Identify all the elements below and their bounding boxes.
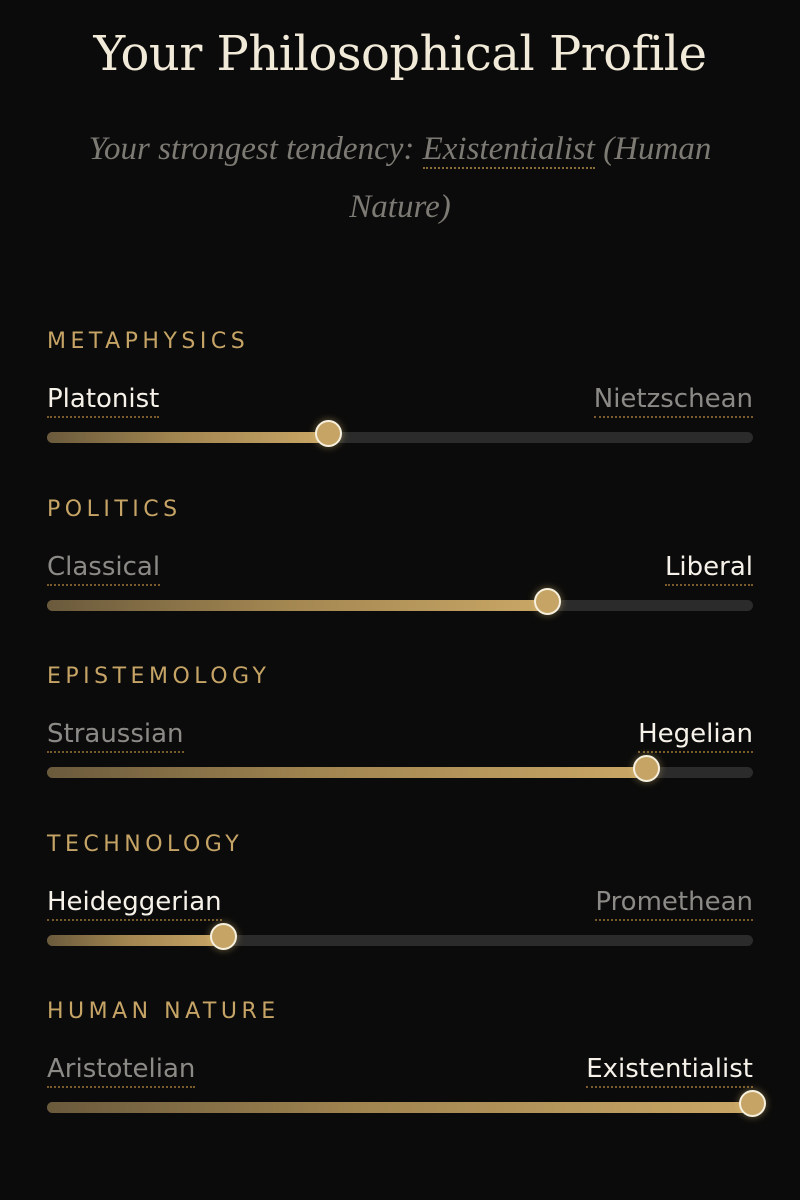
dimension-title: HUMAN NATURE bbox=[47, 999, 280, 1024]
dimension-politics bbox=[47, 498, 753, 658]
tendency-highlight: Existentialist bbox=[422, 131, 595, 167]
dimension-title: TECHNOLOGY bbox=[47, 832, 244, 857]
slider-track[interactable] bbox=[47, 935, 753, 946]
slider-track[interactable] bbox=[47, 432, 753, 443]
dimension-title: METAPHYSICS bbox=[47, 329, 250, 354]
right-pole-label: Nietzschean bbox=[594, 382, 753, 418]
slider-track[interactable] bbox=[47, 600, 753, 611]
slider-thumb[interactable] bbox=[633, 755, 660, 782]
right-pole-label: Promethean bbox=[595, 885, 753, 921]
dimension-title: EPISTEMOLOGY bbox=[47, 664, 271, 689]
slider-thumb[interactable] bbox=[210, 923, 237, 950]
dimension-title: POLITICS bbox=[47, 497, 182, 522]
tendency-prefix: Your strongest tendency: bbox=[88, 131, 423, 167]
left-pole-label: Classical bbox=[47, 550, 160, 586]
slider-fill bbox=[47, 1102, 753, 1113]
right-pole-label: Hegelian bbox=[638, 717, 753, 753]
tendency-suffix: (Human Nature) bbox=[349, 131, 712, 225]
left-pole-label: Platonist bbox=[47, 382, 159, 418]
left-pole-label: Heideggerian bbox=[47, 885, 222, 921]
slider-track[interactable] bbox=[47, 1102, 753, 1113]
left-pole-label: Aristotelian bbox=[47, 1052, 195, 1088]
slider-fill bbox=[47, 935, 224, 946]
dimension-metaphysics bbox=[47, 330, 753, 490]
right-pole-label: Liberal bbox=[665, 550, 753, 586]
dimension-human-nature bbox=[47, 1000, 753, 1160]
left-pole-label: Straussian bbox=[47, 717, 184, 753]
slider-fill bbox=[47, 600, 548, 611]
slider-thumb[interactable] bbox=[739, 1090, 766, 1117]
slider-fill bbox=[47, 432, 329, 443]
strongest-tendency-text bbox=[60, 120, 740, 236]
page-title: Your Philosophical Profile bbox=[93, 26, 707, 82]
slider-fill bbox=[47, 767, 647, 778]
dimension-epistemology bbox=[47, 665, 753, 825]
right-pole-label: Existentialist bbox=[586, 1052, 753, 1088]
dimension-technology bbox=[47, 833, 753, 993]
